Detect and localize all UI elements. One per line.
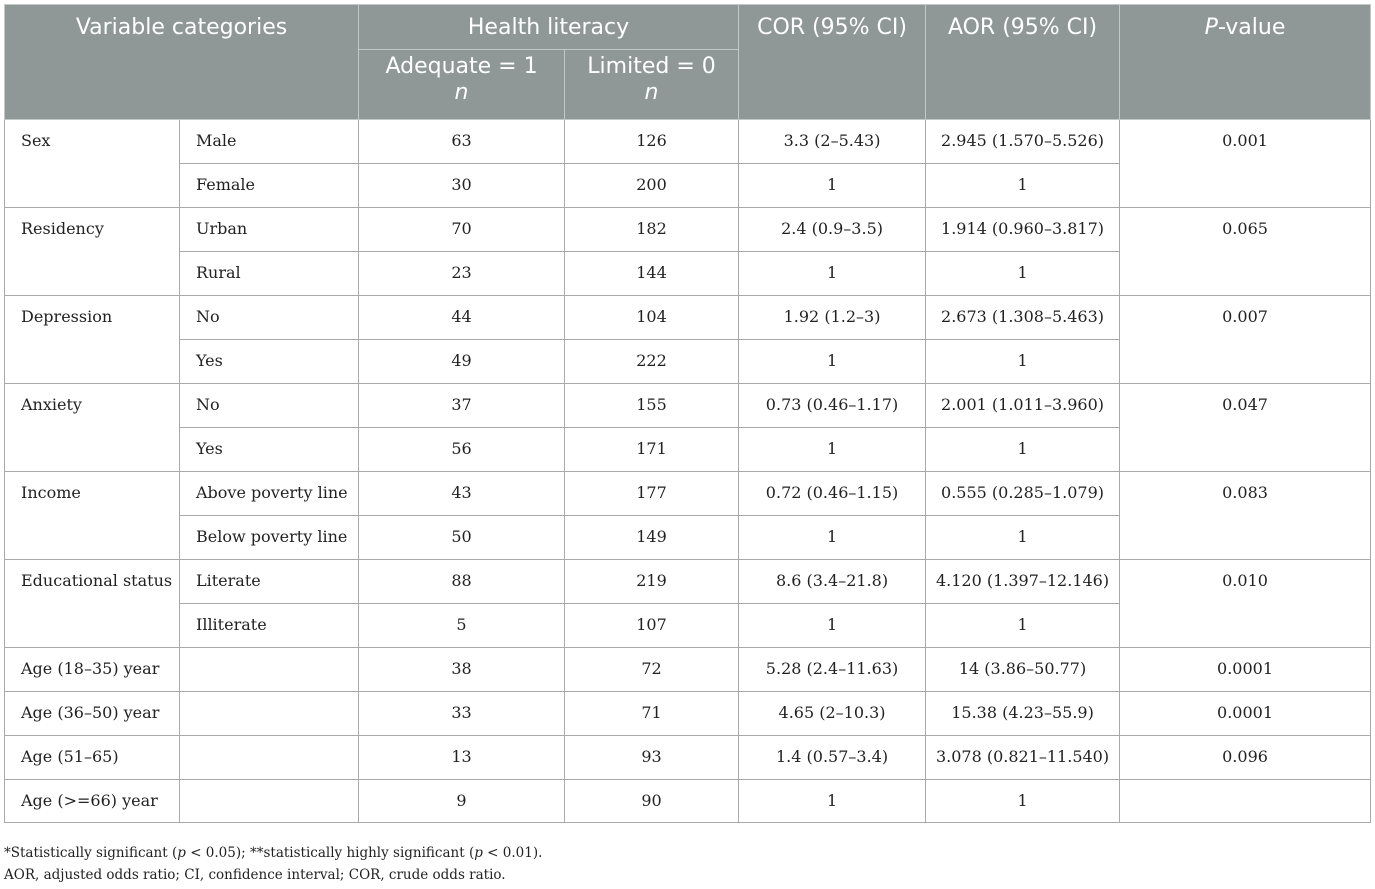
variable-cell: Residency [5, 208, 180, 296]
footnote-text: *Statistically significant ( [4, 845, 178, 861]
table-row [5, 780, 1371, 823]
cor-cell: 1 [739, 428, 926, 472]
header-p-suffix: -value [1217, 15, 1286, 40]
table-footnotes [4, 842, 1370, 886]
aor-cell: 14 (3.86–50.77) [926, 648, 1120, 692]
table-row [5, 736, 1371, 780]
adequate-cell: 38 [359, 648, 565, 692]
category-cell: No [180, 384, 359, 428]
variable-cell: Income [5, 472, 180, 560]
category-cell [180, 692, 359, 736]
variable-cell: Educational status [5, 560, 180, 648]
results-table [4, 4, 1371, 823]
adequate-cell: 37 [359, 384, 565, 428]
header-adequate-n: n [454, 80, 469, 105]
limited-cell: 71 [565, 692, 739, 736]
variable-cell: Age (51–65) [5, 736, 180, 780]
table-row [5, 384, 1371, 428]
limited-cell: 107 [565, 604, 739, 648]
footnote-text: < 0.05); **statistically highly significant ( [185, 845, 475, 861]
limited-cell: 200 [565, 164, 739, 208]
header-health-literacy: Health literacy [359, 5, 739, 50]
category-cell: Literate [180, 560, 359, 604]
p-value-cell: 0.0001 [1120, 648, 1371, 692]
aor-cell: 4.120 (1.397–12.146) [926, 560, 1120, 604]
limited-cell: 93 [565, 736, 739, 780]
category-cell: Illiterate [180, 604, 359, 648]
limited-cell: 149 [565, 516, 739, 560]
aor-cell: 1 [926, 340, 1120, 384]
aor-cell: 1 [926, 604, 1120, 648]
p-value-cell: 0.047 [1120, 384, 1371, 472]
aor-cell: 1 [926, 428, 1120, 472]
cor-cell: 3.3 (2–5.43) [739, 120, 926, 164]
p-value-cell: 0.096 [1120, 736, 1371, 780]
aor-cell: 3.078 (0.821–11.540) [926, 736, 1120, 780]
table-header [5, 5, 1371, 120]
adequate-cell: 13 [359, 736, 565, 780]
category-cell: Below poverty line [180, 516, 359, 560]
header-limited [565, 50, 739, 120]
footnote-p-symbol: p [177, 845, 186, 861]
p-value-cell [1120, 780, 1371, 823]
variable-cell: Depression [5, 296, 180, 384]
header-p-letter: P [1204, 15, 1218, 40]
category-cell: Rural [180, 252, 359, 296]
limited-cell: 182 [565, 208, 739, 252]
cor-cell: 1.4 (0.57–3.4) [739, 736, 926, 780]
aor-cell: 15.38 (4.23–55.9) [926, 692, 1120, 736]
adequate-cell: 88 [359, 560, 565, 604]
footnote-text: < 0.01). [482, 845, 543, 861]
limited-cell: 90 [565, 780, 739, 823]
table-body [5, 120, 1371, 823]
header-limited-n: n [644, 80, 659, 105]
category-cell: No [180, 296, 359, 340]
limited-cell: 155 [565, 384, 739, 428]
variable-cell: Age (36–50) year [5, 692, 180, 736]
adequate-cell: 50 [359, 516, 565, 560]
variable-cell: Anxiety [5, 384, 180, 472]
aor-cell: 0.555 (0.285–1.079) [926, 472, 1120, 516]
cor-cell: 1 [739, 252, 926, 296]
adequate-cell: 30 [359, 164, 565, 208]
adequate-cell: 5 [359, 604, 565, 648]
adequate-cell: 63 [359, 120, 565, 164]
limited-cell: 72 [565, 648, 739, 692]
cor-cell: 1 [739, 604, 926, 648]
adequate-cell: 56 [359, 428, 565, 472]
aor-cell: 2.673 (1.308–5.463) [926, 296, 1120, 340]
footnote-abbreviations: AOR, adjusted odds ratio; CI, confidence interval; COR, crude odds ratio. [4, 867, 506, 883]
aor-cell: 1 [926, 516, 1120, 560]
cor-cell: 1 [739, 340, 926, 384]
cor-cell: 8.6 (3.4–21.8) [739, 560, 926, 604]
header-limited-label: Limited = 0 [587, 54, 716, 79]
adequate-cell: 70 [359, 208, 565, 252]
table-row [5, 692, 1371, 736]
cor-cell: 1 [739, 780, 926, 823]
cor-cell: 1 [739, 516, 926, 560]
adequate-cell: 23 [359, 252, 565, 296]
variable-cell: Age (18–35) year [5, 648, 180, 692]
limited-cell: 222 [565, 340, 739, 384]
cor-cell: 2.4 (0.9–3.5) [739, 208, 926, 252]
footnote-p-symbol: p [474, 845, 483, 861]
limited-cell: 171 [565, 428, 739, 472]
limited-cell: 144 [565, 252, 739, 296]
limited-cell: 219 [565, 560, 739, 604]
adequate-cell: 9 [359, 780, 565, 823]
cor-cell: 4.65 (2–10.3) [739, 692, 926, 736]
aor-cell: 1 [926, 780, 1120, 823]
aor-cell: 2.945 (1.570–5.526) [926, 120, 1120, 164]
table-row [5, 120, 1371, 164]
aor-cell: 1 [926, 164, 1120, 208]
category-cell [180, 648, 359, 692]
p-value-cell: 0.0001 [1120, 692, 1371, 736]
cor-cell: 1.92 (1.2–3) [739, 296, 926, 340]
p-value-cell: 0.001 [1120, 120, 1371, 208]
p-value-cell: 0.083 [1120, 472, 1371, 560]
table-row [5, 472, 1371, 516]
adequate-cell: 43 [359, 472, 565, 516]
limited-cell: 126 [565, 120, 739, 164]
aor-cell: 2.001 (1.011–3.960) [926, 384, 1120, 428]
p-value-cell: 0.065 [1120, 208, 1371, 296]
category-cell: Yes [180, 340, 359, 384]
table-row [5, 208, 1371, 252]
header-cor: COR (95% CI) [739, 5, 926, 120]
footnote-significance [4, 842, 1370, 864]
header-aor: AOR (95% CI) [926, 5, 1120, 120]
adequate-cell: 44 [359, 296, 565, 340]
table-row [5, 560, 1371, 604]
cor-cell: 5.28 (2.4–11.63) [739, 648, 926, 692]
category-cell: Above poverty line [180, 472, 359, 516]
p-value-cell: 0.007 [1120, 296, 1371, 384]
aor-cell: 1.914 (0.960–3.817) [926, 208, 1120, 252]
category-cell: Female [180, 164, 359, 208]
category-cell [180, 736, 359, 780]
adequate-cell: 49 [359, 340, 565, 384]
cor-cell: 1 [739, 164, 926, 208]
limited-cell: 177 [565, 472, 739, 516]
header-variable-categories: Variable categories [5, 5, 359, 120]
header-adequate-label: Adequate = 1 [385, 54, 538, 79]
variable-cell: Sex [5, 120, 180, 208]
aor-cell: 1 [926, 252, 1120, 296]
table-row [5, 648, 1371, 692]
adequate-cell: 33 [359, 692, 565, 736]
category-cell [180, 780, 359, 823]
table-row [5, 296, 1371, 340]
cor-cell: 0.72 (0.46–1.15) [739, 472, 926, 516]
variable-cell: Age (>=66) year [5, 780, 180, 823]
header-p-value [1120, 5, 1371, 120]
category-cell: Yes [180, 428, 359, 472]
p-value-cell: 0.010 [1120, 560, 1371, 648]
cor-cell: 0.73 (0.46–1.17) [739, 384, 926, 428]
header-adequate [359, 50, 565, 120]
category-cell: Urban [180, 208, 359, 252]
limited-cell: 104 [565, 296, 739, 340]
category-cell: Male [180, 120, 359, 164]
